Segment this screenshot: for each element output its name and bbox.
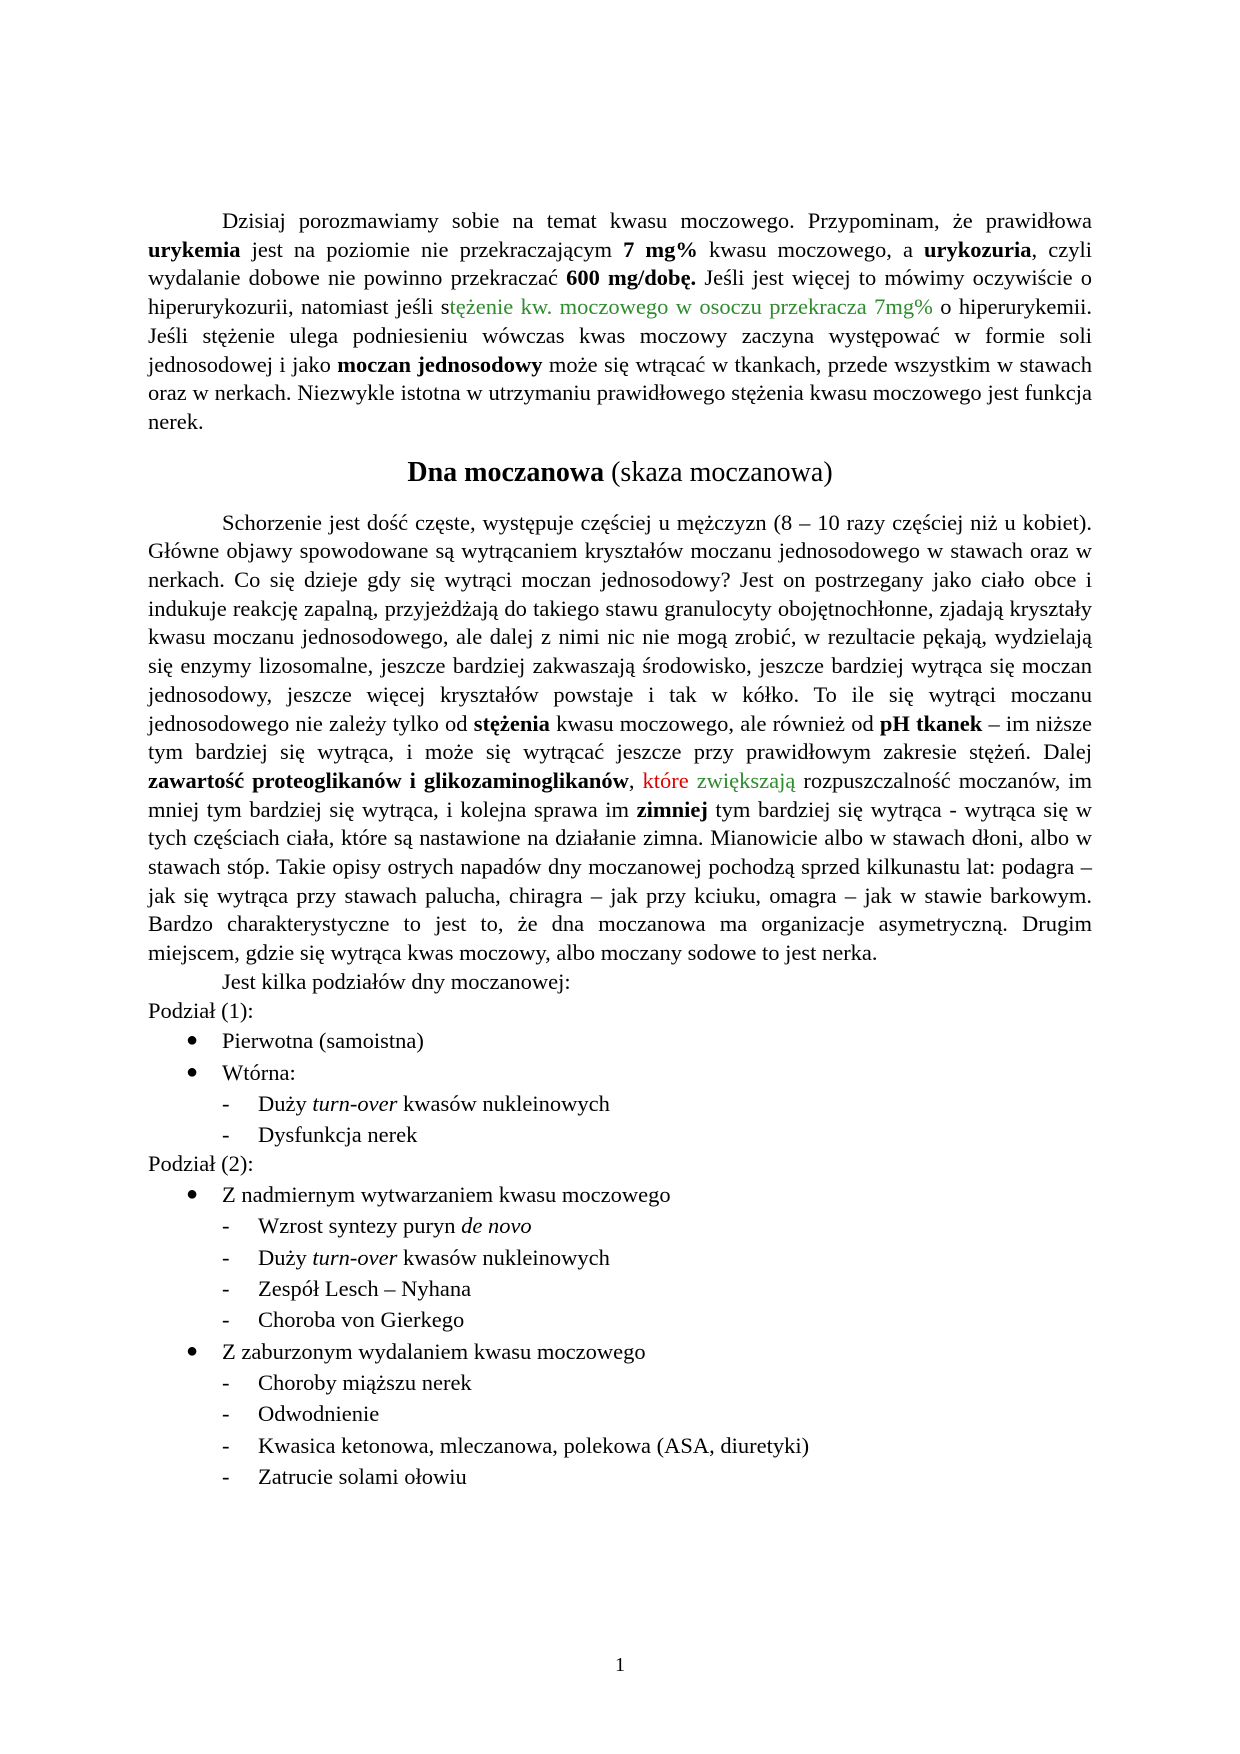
bullet-icon: ● [186,1183,199,1206]
dash-icon: - [222,1432,230,1458]
sublist-item [148,1242,1092,1273]
dash-icon: - [222,1369,230,1395]
body-text: kwasu moczowego, ale również od [549,710,880,736]
divisions-intro: Jest kilka podziałów dny moczanowej: [222,968,571,994]
body-text: , [628,767,643,793]
term-urykemia: urykemia [148,236,241,262]
list-item [148,1057,1092,1088]
value-7mg: 7 mg% [623,236,698,262]
dash-icon: - [222,1122,230,1148]
dash-icon: - [222,1213,230,1239]
term-urykozuria: urykozuria [924,236,1032,262]
heading-bold: Dna moczanowa [407,456,605,488]
body-text: – im niższe tym bardziej się wytrąca, i może się wytrącać jeszcze przy prawidłowym zakresie stężeń. Dalej [148,710,1092,765]
sublist-item [148,1119,1092,1150]
sublist-item-italic: turn-over [312,1090,398,1116]
intro-text: o hiperurykemii. Jeśli stężenie ulega podniesieniu wówczas kwas moczowy zaczyna występować w formie soli jednosodowej i jako [148,294,1092,377]
sublist-item-text: Odwodnienie [258,1401,380,1427]
division2-sublist-a [148,1210,1092,1335]
sublist-item [148,1430,1092,1461]
dash-icon: - [222,1244,230,1270]
sublist-item-text: kwasów nukleinowych [397,1244,610,1270]
sublist-item-text: kwasów nukleinowych [397,1090,610,1116]
body-paragraph [148,509,1092,968]
list-item-text: Pierwotna (samoistna) [222,1028,424,1054]
sublist-item-text: Duży [258,1090,313,1116]
term-moczan-jednosodowy: moczan jednosodowy [337,351,543,377]
list-item-text: Wtórna: [222,1059,296,1085]
list-item [148,1025,1092,1056]
term-proteoglikany: zawartość proteoglikanów i glikozaminoglikanów [148,767,629,793]
dash-icon: - [222,1401,230,1427]
bullet-icon: ● [186,1060,199,1083]
body-text: tym bardziej się wytrąca - wytrąca się w tych częściach ciała, które są nastawione na działanie zimna. Mianowicie albo w stawach dłoni, albo w stawach stóp. Takie opisy ostrych napadów dny moczanowej pochodzą sprzed kilkunastu lat: podagra – jak się wytrąca przy stawach palucha, chiragra – jak przy kciuku, omagra – jak w stawie barkowym. Bardzo charakterystyczne to jest to, że dna moczanowa ma organizacje asymetryczną. Drugim miejscem, gdzie się wytrąca kwas moczowy, albo moczany sodowe to jest nerka. [148,796,1093,966]
division2-list-a [148,1179,1092,1210]
page-number: 1 [615,1654,625,1676]
document-page [148,207,1092,1492]
dash-icon: - [222,1307,230,1333]
sublist-item-text: Zespół Lesch – Nyhana [258,1276,472,1302]
intro-text: może się wtrącać w tkankach, przede wszystkim w stawach oraz w nerkach. Niezwykle istotna w utrzymaniu prawidłowego stężenia kwasu moczowego jest funkcja nerek. [148,351,1092,434]
bullet-icon: ● [186,1029,199,1052]
list-item-text: Z zaburzonym wydalaniem kwasu moczowego [222,1338,646,1364]
list-item [148,1179,1092,1210]
division2-list-b [148,1336,1092,1367]
term-zimniej: zimniej [636,796,708,822]
sublist-item [148,1210,1092,1241]
dash-icon: - [222,1276,230,1302]
sublist-item-italic: turn-over [312,1244,398,1270]
sublist-item [148,1304,1092,1335]
sublist-item [148,1088,1092,1119]
dash-icon: - [222,1463,230,1489]
division1-sublist [148,1088,1092,1151]
intro-text: kwasu moczowego, a [697,236,925,262]
sublist-item-text: Dysfunkcja nerek [258,1122,418,1148]
sublist-item [148,1461,1092,1492]
highlight-red-text: które [642,767,689,793]
sublist-item-text: Kwasica ketonowa, mleczanowa, polekowa (ASA, diuretyki) [258,1432,810,1458]
intro-text: jest na poziomie nie przekraczającym [240,236,624,262]
sublist-item-text: Choroba von Gierkego [258,1307,465,1333]
division1-label: Podział (1): [148,997,254,1023]
dash-icon: - [222,1090,230,1116]
sublist-item-text: Choroby miąższu nerek [258,1369,472,1395]
term-ph-tkanek: pH tkanek [879,710,983,736]
division2-sublist-b [148,1367,1092,1492]
intro-text: Dzisiaj porozmawiamy sobie na temat kwasu moczowego. Przypominam, że prawidłowa [222,208,1092,233]
sublist-item [148,1367,1092,1398]
value-600mg: 600 mg/dobę. [566,265,697,291]
highlight-green-text: zwiększają [696,767,796,793]
division1-list [148,1025,1092,1088]
intro-text: , czyli wydalanie dobowe nie powinno przekraczać [148,236,1092,291]
heading-subtitle: (skaza moczanowa) [604,456,833,488]
sublist-item [148,1398,1092,1429]
term-stezenia: stężenia [473,710,550,736]
intro-text: Jeśli jest więcej to mówimy oczywiście o hiperurykozurii, natomiast jeśli s [148,265,1092,320]
list-item [148,1336,1092,1367]
list-item-text: Z nadmiernym wytwarzaniem kwasu moczowego [222,1182,671,1208]
body-text [689,768,697,793]
sublist-item [148,1273,1092,1304]
sublist-item-italic: de novo [461,1213,532,1239]
highlight-green-text: tężenie kw. moczowego w osoczu przekracza 7mg% [449,294,933,320]
division2-label: Podział (2): [148,1151,254,1177]
bullet-icon: ● [186,1339,199,1362]
sublist-item-text: Duży [258,1244,313,1270]
sublist-item-text: Wzrost syntezy puryn [258,1213,462,1239]
body-text: rozpuszczalność moczanów, im mniej tym bardziej się wytrąca, i kolejna sprawa im [148,767,1093,822]
sublist-item-text: Zatrucie solami ołowiu [258,1463,467,1489]
intro-paragraph [148,207,1092,437]
body-text: Schorzenie jest dość częste, występuje częściej u mężczyzn (8 – 10 razy częściej niż u kobiet). Główne objawy spowodowane są wytrącaniem kryształów moczanu jednosodowego w stawach oraz w nerkach. Co się dzieje gdy się wytrąci moczan jednosodowy? Jest on postrzegany jako ciało obce i indukuje reakcję zapalną, przyjeżdżają do takiego stawu granulocyty obojętnochłonne, zjadają kryształy kwasu moczanu jednosodowego, ale dalej z nimi nic nie mogą zrobić, w rezultacie pękają, wydzielają się enzymy lizosomalne, jeszcze bardziej zakwaszają środowisko, jeszcze bardziej wytrąca się moczan jednosodowy, jeszcze więcej kryształów powstaje i tak w kółko. To ile się wytrąci moczanu jednosodowego nie zależy tylko od [148,509,1092,736]
section-heading [148,456,1092,490]
